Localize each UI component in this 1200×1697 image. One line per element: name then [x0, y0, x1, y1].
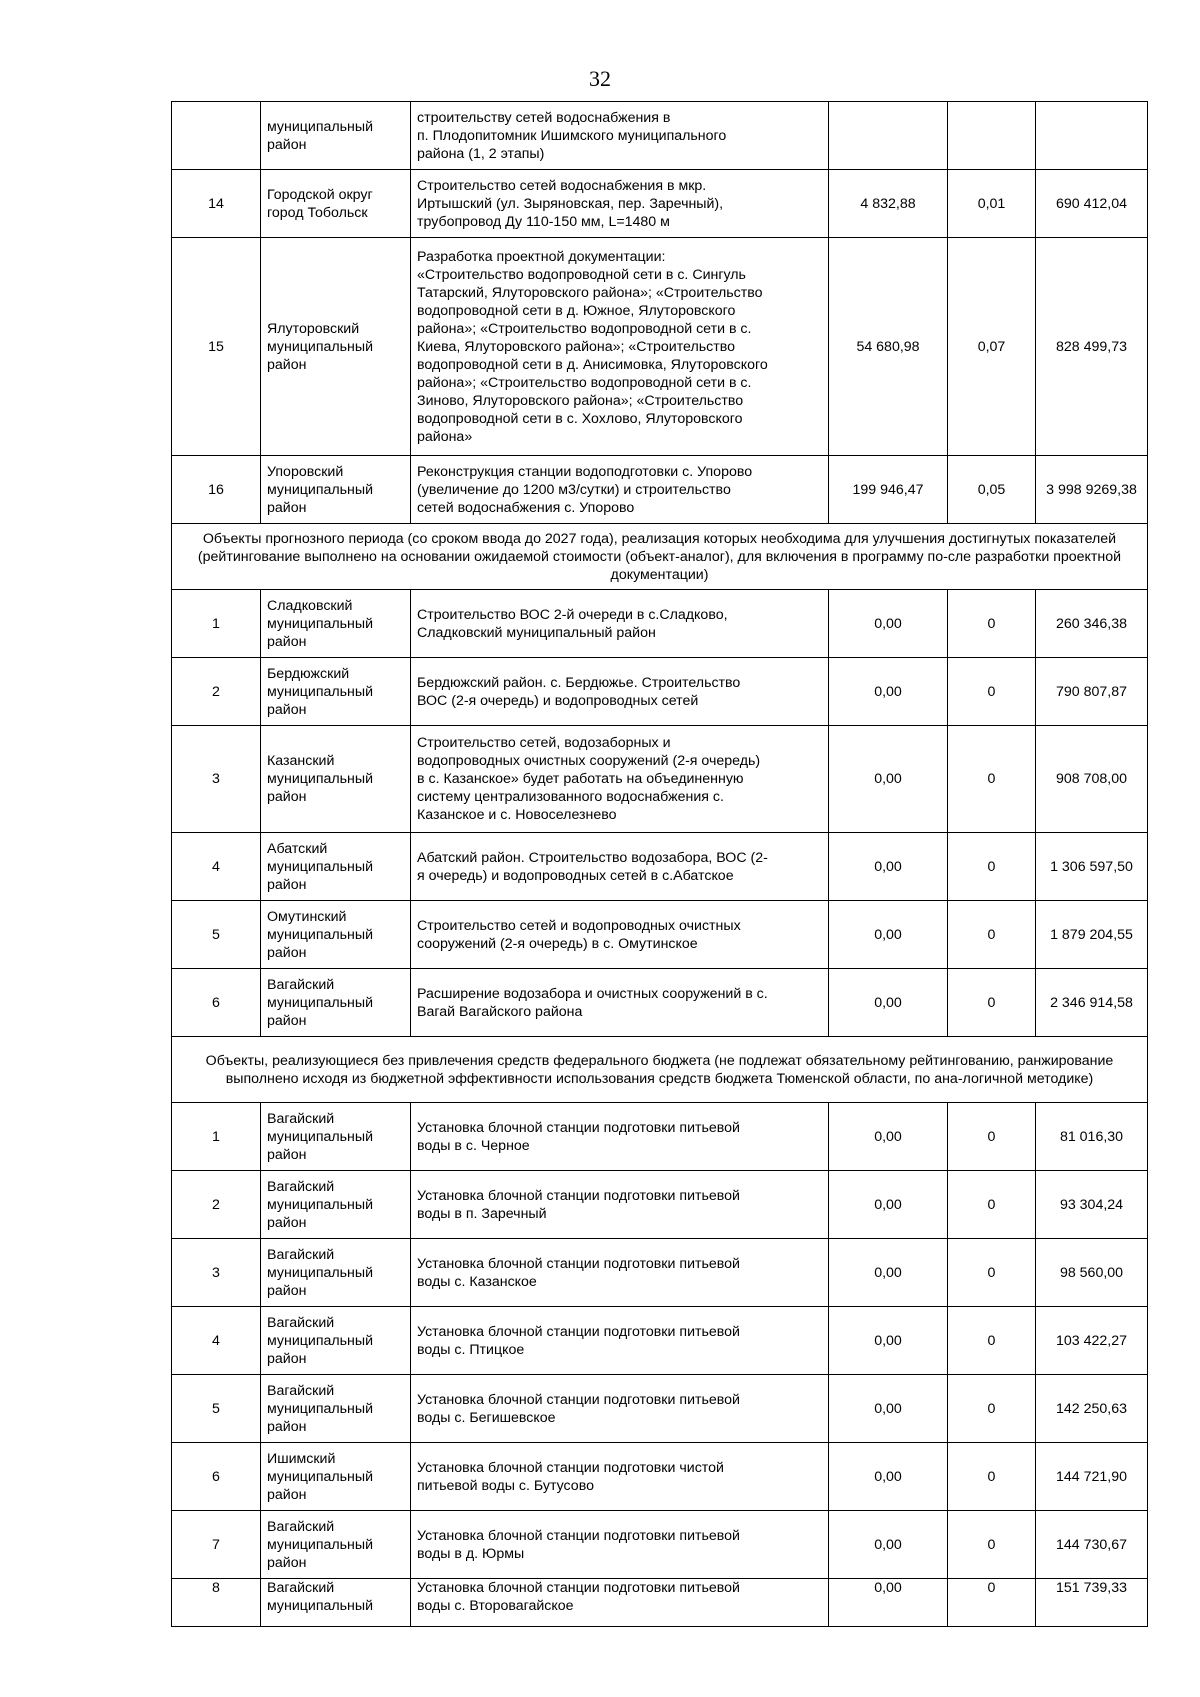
project-description-cell: Установка блочной станции подготовки питьевой воды с. Казанское: [411, 1239, 829, 1307]
project-description-cell: Установка блочной станции подготовки питьевой воды с. Бегишевское: [411, 1375, 829, 1443]
table-row: [172, 456, 1148, 524]
table-row: [172, 1239, 1148, 1307]
cost-cell: 828 499,73: [1036, 238, 1148, 456]
row-number-cell: 8: [172, 1579, 261, 1627]
ratio-cell: 0: [948, 833, 1036, 901]
section-header-row: [172, 1037, 1148, 1103]
cost-cell: 144 730,67: [1036, 1511, 1148, 1579]
table-row: [172, 1103, 1148, 1171]
municipality-cell: Вагайский муниципальный район: [261, 1239, 411, 1307]
value-cell: 54 680,98: [829, 238, 948, 456]
row-number-cell: 4: [172, 1307, 261, 1375]
table-row: [172, 1511, 1148, 1579]
ratio-cell: 0,01: [948, 170, 1036, 238]
project-description-cell: Бердюжский район. с. Бердюжье. Строительство ВОС (2-я очередь) и водопроводных сетей: [411, 658, 829, 726]
ratio-cell: 0: [948, 1307, 1036, 1375]
project-description-cell: Установка блочной станции подготовки питьевой воды с. Птицкое: [411, 1307, 829, 1375]
row-number-cell: 16: [172, 456, 261, 524]
project-description-cell: Строительство сетей, водозаборных и водопроводных очистных сооружений (2-я очередь) в с. Казанское» будет работать на объединенную систему централизованного водоснабжения с. Казанское и с. Новоселезнево: [411, 726, 829, 833]
project-description-cell: Абатский район. Строительство водозабора, ВОС (2- я очередь) и водопроводных сетей в с.Абатское: [411, 833, 829, 901]
row-number-cell: 2: [172, 658, 261, 726]
ratio-cell: [948, 102, 1036, 170]
cost-cell: 81 016,30: [1036, 1103, 1148, 1171]
row-number-cell: 1: [172, 1103, 261, 1171]
row-number-cell: 2: [172, 1171, 261, 1239]
row-number-cell: 6: [172, 969, 261, 1037]
municipality-cell: Вагайский муниципальный район: [261, 1103, 411, 1171]
value-cell: 0,00: [829, 726, 948, 833]
municipality-cell: Казанский муниципальный район: [261, 726, 411, 833]
value-cell: 0,00: [829, 1171, 948, 1239]
cost-cell: 690 412,04: [1036, 170, 1148, 238]
value-cell: 4 832,88: [829, 170, 948, 238]
table-row: [172, 726, 1148, 833]
value-cell: 0,00: [829, 658, 948, 726]
municipality-cell: Сладковский муниципальный район: [261, 590, 411, 658]
municipality-cell: Упоровский муниципальный район: [261, 456, 411, 524]
cost-cell: 260 346,38: [1036, 590, 1148, 658]
cost-cell: 98 560,00: [1036, 1239, 1148, 1307]
municipality-cell: Ялуторовский муниципальный район: [261, 238, 411, 456]
project-description-cell: Установка блочной станции подготовки питьевой воды с. Второвагайское: [411, 1579, 829, 1627]
municipality-cell: Вагайский муниципальный район: [261, 1375, 411, 1443]
ratio-cell: 0: [948, 726, 1036, 833]
project-description-cell: Установка блочной станции подготовки чистой питьевой воды с. Бутусово: [411, 1443, 829, 1511]
value-cell: 0,00: [829, 1579, 948, 1627]
ratio-cell: 0: [948, 1579, 1036, 1627]
municipality-cell: Вагайский муниципальный: [261, 1579, 411, 1627]
row-number-cell: 14: [172, 170, 261, 238]
ratio-cell: 0: [948, 901, 1036, 969]
municipality-cell: Вагайский муниципальный район: [261, 969, 411, 1037]
section-header-text: Объекты, реализующиеся без привлечения средств федерального бюджета (не подлежат обязательному рейтингованию, ранжирование выполнено исходя из бюджетной эффективности использования средств бюджета Тюменской области, по ана-логичной методике): [172, 1037, 1148, 1103]
value-cell: 0,00: [829, 1103, 948, 1171]
row-number-cell: 5: [172, 1375, 261, 1443]
table-row: [172, 1171, 1148, 1239]
row-number-cell: 5: [172, 901, 261, 969]
municipality-cell: Городской округ город Тобольск: [261, 170, 411, 238]
ratio-cell: 0: [948, 1375, 1036, 1443]
table-row: [172, 238, 1148, 456]
page-number: 32: [589, 66, 611, 91]
cost-cell: 103 422,27: [1036, 1307, 1148, 1375]
table-row: [172, 969, 1148, 1037]
value-cell: 0,00: [829, 590, 948, 658]
cost-cell: 1 306 597,50: [1036, 833, 1148, 901]
ratio-cell: 0,05: [948, 456, 1036, 524]
value-cell: [829, 102, 948, 170]
project-description-cell: Разработка проектной документации: «Строительство водопроводной сети в с. Сингуль Татарский, Ялуторовского района»; «Строительство водопроводной сети в д. Южное, Ялуторовского района»; «Строительство водопроводной сети в с. Киева, Ялуторовского района»; «Строительство водопроводной сети в д. Анисимовка, Ялуторовского района»; «Строительство водопроводной сети в с. Зиново, Ялуторовского района»; «Строительство водопроводной сети в с. Хохлово, Ялуторовского района»: [411, 238, 829, 456]
cost-cell: 908 708,00: [1036, 726, 1148, 833]
municipality-cell: Омутинский муниципальный район: [261, 901, 411, 969]
municipality-cell: Абатский муниципальный район: [261, 833, 411, 901]
row-number-cell: 6: [172, 1443, 261, 1511]
cost-cell: 151 739,33: [1036, 1579, 1148, 1627]
table-row: [172, 1307, 1148, 1375]
cost-cell: 790 807,87: [1036, 658, 1148, 726]
table-row: [172, 170, 1148, 238]
table-row: [172, 1579, 1148, 1627]
municipality-cell: Вагайский муниципальный район: [261, 1171, 411, 1239]
table-row: [172, 590, 1148, 658]
section-header-row: [172, 524, 1148, 590]
ratio-cell: 0: [948, 658, 1036, 726]
cost-cell: 142 250,63: [1036, 1375, 1148, 1443]
projects-table-body: [172, 102, 1148, 1627]
value-cell: 0,00: [829, 1375, 948, 1443]
row-number-cell: 3: [172, 726, 261, 833]
ratio-cell: 0: [948, 969, 1036, 1037]
cost-cell: 3 998 9269,38: [1036, 456, 1148, 524]
row-number-cell: 1: [172, 590, 261, 658]
value-cell: 0,00: [829, 1307, 948, 1375]
table-row: [172, 1375, 1148, 1443]
value-cell: 0,00: [829, 1239, 948, 1307]
municipality-cell: Вагайский муниципальный район: [261, 1307, 411, 1375]
row-number-cell: 3: [172, 1239, 261, 1307]
municipality-cell: Бердюжский муниципальный район: [261, 658, 411, 726]
value-cell: 0,00: [829, 833, 948, 901]
project-description-cell: строительству сетей водоснабжения в п. Плодопитомник Ишимского муниципального района (1, 2 этапы): [411, 102, 829, 170]
municipality-cell: муниципальный район: [261, 102, 411, 170]
projects-table: [171, 101, 1148, 1627]
project-description-cell: Установка блочной станции подготовки питьевой воды в д. Юрмы: [411, 1511, 829, 1579]
table-row: [172, 833, 1148, 901]
project-description-cell: Строительство сетей и водопроводных очистных сооружений (2-я очередь) в с. Омутинское: [411, 901, 829, 969]
ratio-cell: 0: [948, 1443, 1036, 1511]
project-description-cell: Реконструкция станции водоподготовки с. Упорово (увеличение до 1200 м3/сутки) и строительство сетей водоснабжения с. Упорово: [411, 456, 829, 524]
value-cell: 0,00: [829, 969, 948, 1037]
row-number-cell: [172, 102, 261, 170]
value-cell: 199 946,47: [829, 456, 948, 524]
municipality-cell: Ишимский муниципальный район: [261, 1443, 411, 1511]
project-description-cell: Строительство ВОС 2-й очереди в с.Сладково, Сладковский муниципальный район: [411, 590, 829, 658]
cost-cell: 1 879 204,55: [1036, 901, 1148, 969]
municipality-cell: Вагайский муниципальный район: [261, 1511, 411, 1579]
project-description-cell: Установка блочной станции подготовки питьевой воды в с. Черное: [411, 1103, 829, 1171]
cost-cell: 144 721,90: [1036, 1443, 1148, 1511]
value-cell: 0,00: [829, 1443, 948, 1511]
ratio-cell: 0: [948, 1511, 1036, 1579]
project-description-cell: Расширение водозабора и очистных сооружений в с. Вагай Вагайского района: [411, 969, 829, 1037]
row-number-cell: 4: [172, 833, 261, 901]
ratio-cell: 0: [948, 590, 1036, 658]
cost-cell: 93 304,24: [1036, 1171, 1148, 1239]
ratio-cell: 0: [948, 1239, 1036, 1307]
row-number-cell: 15: [172, 238, 261, 456]
table-row: [172, 102, 1148, 170]
value-cell: 0,00: [829, 901, 948, 969]
table-row: [172, 1443, 1148, 1511]
section-header-text: Объекты прогнозного периода (со сроком ввода до 2027 года), реализация которых необходима для улучшения достигнутых показателей (рейтингование выполнено на основании ожидаемой стоимости (объект-аналог), для включения в программу по-сле разработки проектной документации): [172, 524, 1148, 590]
value-cell: 0,00: [829, 1511, 948, 1579]
row-number-cell: 7: [172, 1511, 261, 1579]
cost-cell: [1036, 102, 1148, 170]
ratio-cell: 0,07: [948, 238, 1036, 456]
ratio-cell: 0: [948, 1171, 1036, 1239]
ratio-cell: 0: [948, 1103, 1036, 1171]
project-description-cell: Установка блочной станции подготовки питьевой воды в п. Заречный: [411, 1171, 829, 1239]
table-row: [172, 658, 1148, 726]
project-description-cell: Строительство сетей водоснабжения в мкр. Иртышский (ул. Зыряновская, пер. Заречный), трубопровод Ду 110-150 мм, L=1480 м: [411, 170, 829, 238]
table-row: [172, 901, 1148, 969]
cost-cell: 2 346 914,58: [1036, 969, 1148, 1037]
